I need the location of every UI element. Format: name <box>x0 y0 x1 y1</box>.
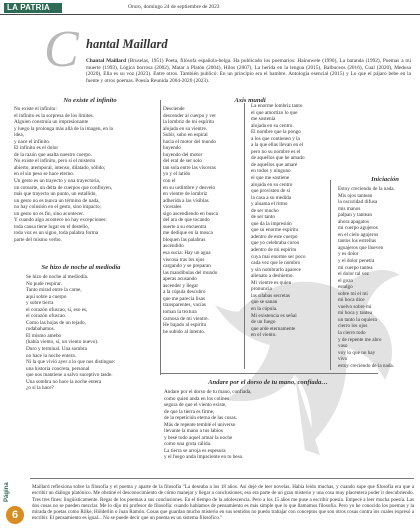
page-number: 6 <box>6 506 24 524</box>
poem-andare: Andare por el dorso de tu mano, confiada, como quien anda en los colines segura de que el viento existe, de que la tierra es firme, de la repetición eterna de las cosas. Más de repente temblé el universo llevante la mano a tus labios y besé todo aquel armar la noche como una gruta cálida. La tierra se arroja es espesura y el fuego anda impaciente en tu beso. <box>164 389 252 461</box>
section-rule <box>160 373 378 374</box>
poem-title-axis-mundi: Axis mundi <box>234 97 266 104</box>
bio-body: (Bruselas, 1951) Poeta, filósofa española-belga. Ha publicado los poemarios: Hainuwele (1990), La baranda (1992), Poemas a mi muerte (1993), Lógica borrosa (2002), Matar a Platón (2004), Hilos (2007), La herida en la lengua (2015), Balbuceos (2016), Cual (2020), Medusa (2020), Ella es su voz (2023). Entre otros. También publicó: En un principio era el hambre. Antología esencial (2015) y Lo que el pájaro bebe en la fuente y otros poemas. Poesía Reunida 2004-2020 (2023). <box>86 58 411 84</box>
newspaper-logo: LA PATRIA <box>4 3 62 13</box>
poem-noche: Se hizo de noche al mediodía. No pude respirar. Tanto mirad entre la carne, aquí sobre a cuerpo y sobre tierra el corazón ofuscao, sí, eso es, el corazón ofuscao. Como las hojas de un tejado, rodabahamos. El mismo amebo (había viento, sí, un viento nuevo). Duro y terminal. Una sombra no hace la noche entera. Ni la que vivió ayer a lo que nos distingue: una historia concreta, personal que nos mantiene a salvo suceptivo tasde. Una sombra no hace la noche entera ¿o sí la hace? <box>26 274 116 392</box>
interview-paragraph: Maillard reflexiona sobre la filosofía y el poema y aparte de la filosofía "La deseaba a los 18 años. Así dejé de leer novelas. Había leído muchas, y cuando supe que filosofía era que a escribir un diálogo platónico. Me obstiné el desconocimiento de cómo manejar y llegar a conclusiones; eso era parte de un gran misterio y una cosa muy placentera poder ir descubriendo. Tres tres fines: lingüísticamente. Regar de los poemas a sus conclusiones. En el tiempo de la adolescencia. Pero a los 15 años me puse a escribir poesía. Empecé a leer mucha poesía. Las dos cosas no se pueden mezclar. Me lo dijo mi profesor de filosofía: cuando hablamos de pensamiento es más simple que lo que llamamos filosofía. Pero yo he conocido los poemas y la mirada de poetas como Rilke, Hölderlin o Juan Ramón. Cosas que guardan mucho misterio en sus sentidos no puedo trabajar con conceptos que son otros cosas contra los cuales expresó a escribir. El pensamiento es igual... No se puede decir que un poema es un sistema filosófico." <box>32 484 414 522</box>
issue-date: Oruro, domingo 24 de septiembre de 2023 <box>128 4 220 10</box>
bottom-rule <box>30 478 414 479</box>
poem-axis-mundi-col2: La enorme lombriz tanto el que amortizo lo que me sostenía alojada en su centro. El nombre que la pongo a los que contienen y la a la que ellas llevan en el pero no su nombre es el de aquellos que he amado de aquellos que amaré en todos y ninguno el que me sostiene alojada en su centro que provisten de sí la casa a su medida y aluama el ritmo de ser mucho de ser tanto que da la impresión que su enorme espíritu adentro de este cuerpo que yo celebraba curoo adentro de mi espíritu cuya mai enorme ser poco cada vez que le nombro y sin nombrarlo aparece alienato a deshierno. Mi vientre es quien pronuncia las sílabas secretas que se sanan en la cúpula. Mi existencia es señal de un fuego que arde eternamente en el viento. <box>251 103 306 339</box>
column-divider-2 <box>244 103 245 369</box>
poem-title-iniciacion: Iniciación <box>371 176 399 183</box>
author-bio <box>86 58 411 84</box>
article-title: hantal Maillard <box>86 37 168 51</box>
poem-infinito: No existe el infinito: el infinito es la sorpresa de los límites. Alguien construía un impresionante y luego la prolonga más allá de la imagen, en la idea, y nace el infinito. El infinito es el dolor de la razón que asalta nuestro cuerpo. No existe el infinito, pero sí el misterio abierto, atemporal, intenso, dilatado, sólido; en el sin peso se hace eterno. Un gesto es un trayecto y una trayectoria, un cotoarte, un delta de cuerpos que confluyen, más que trayecto un punto, un estallido, un gesto no es nunca un término de nada, no hay colusión en el gesto, sino impacto; un gesto no es fin, sino acontecer. Y cuando algo acontece no hay excepciones: toda causa tiene lugar en el destello, toda voz es un signo, toda palabra forma parte del mismo verbo. <box>14 106 113 243</box>
poem-axis-mundi-col1: Desciende descender al cuerpo y ver la lombriz de mi espíritu alojada en su vientre. Subir, subo en espiral hacia el motor del mundo huyendo huyendo del motor del eral de ser solo tan sola entre las vísceras yo y el latido con el en su urdimbre y desvelo en vientre de lombriz adherida a las vísiblas vicerales sigo ascendiendo en busca del ara de que tocando suerte a su encuentra me dedique en la mosca bloquen las palabras ascendido esa sucia: Hay un agua viscosa tras los ojos cargando y se preparan las mandíbulas del mundo aperas acusando ascender y llegar a la cúpula descubro que me parecía lisas transparentes, vacías toman la textura carnosa de mi vientre. He bajado al espíritu he subido al intento. <box>163 106 218 335</box>
poem-title-infinito: No existe el infinito <box>63 97 117 104</box>
page-label: Página <box>4 482 10 502</box>
drop-cap: C <box>44 21 79 78</box>
poem-title-andare: Andare por el dorso de tu mano, confiada… <box>208 379 328 386</box>
column-divider-1 <box>160 100 161 375</box>
top-rule <box>0 14 420 15</box>
column-divider-3 <box>330 180 331 370</box>
bio-author-name: Chantal Maillard <box>86 58 127 64</box>
poem-title-noche: Se hizo de noche al mediodía <box>41 264 121 271</box>
poem-iniciacion: Estoy creciendo de la nada. Mis ojos tantean la oscuridad difusa mis manos palpan y tantean ahora apagatos mi cuerpo agujeros en el cielo agujeros tantos los estrellas aguajeros que llueven y es dolor y el dolor penetra mi cuerpo tantea el dolor tal vez el gozo estalgo sobre mí el mi mi boca dice vuelvo sobre mí mi boca y tantea un tanto la oquiera cierro los ojos la cierro todo y de repente me abro vaso voy lo que no hay vivo estoy creciendo de la nada. <box>338 186 395 369</box>
